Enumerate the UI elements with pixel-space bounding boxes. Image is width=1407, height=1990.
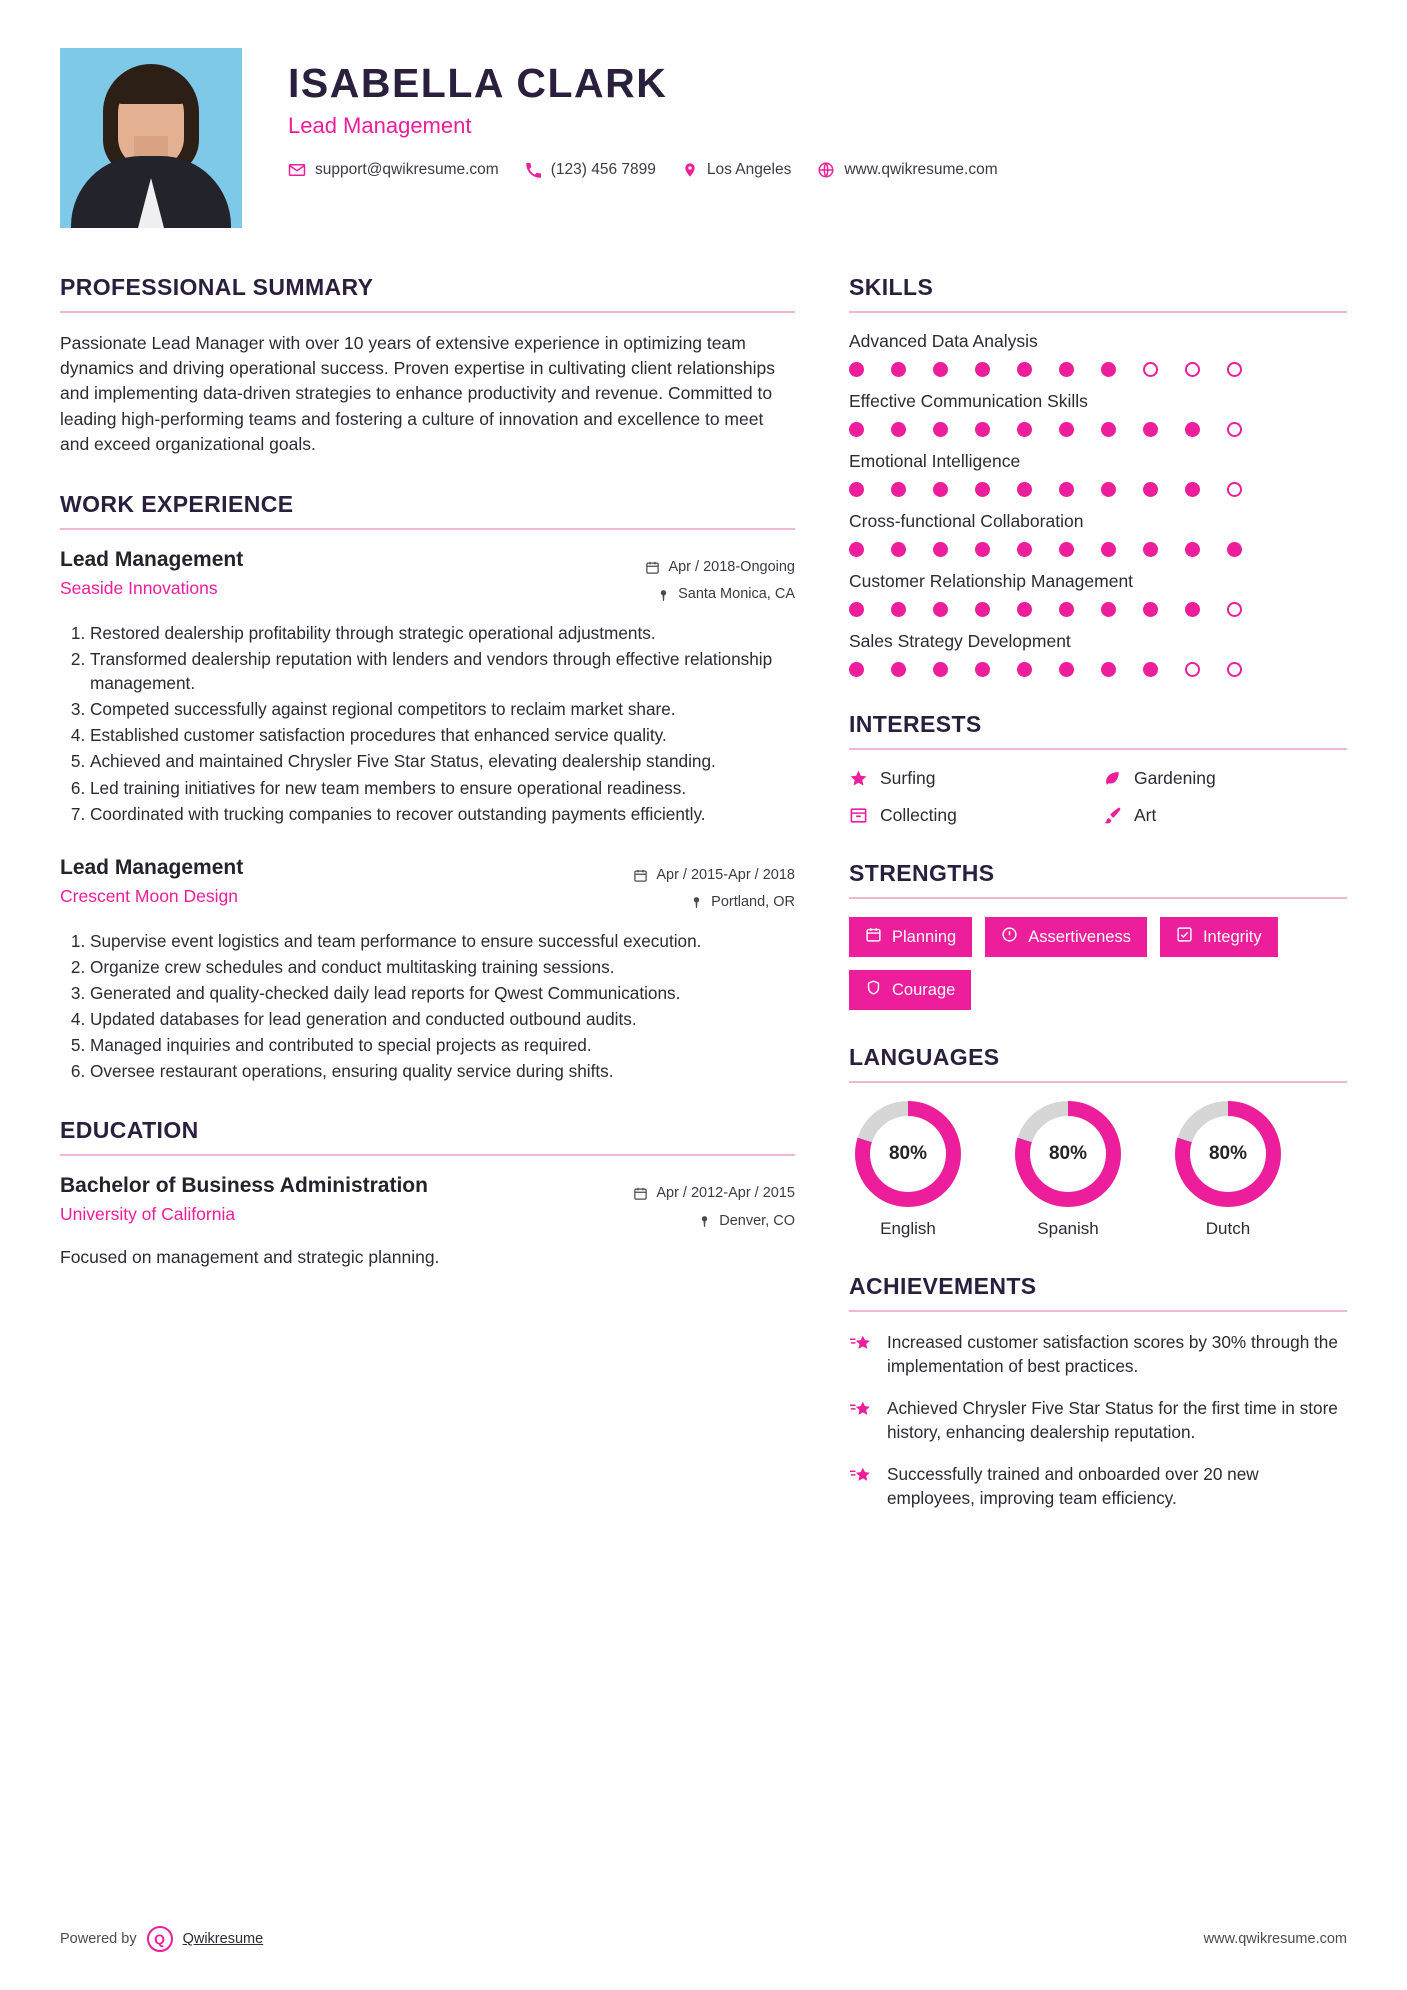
location-pin-icon bbox=[657, 588, 670, 603]
language-item bbox=[1169, 1101, 1287, 1239]
job-location: Portland, OR bbox=[711, 894, 795, 911]
interest-label: Art bbox=[1134, 805, 1157, 825]
leaf-icon bbox=[1103, 769, 1122, 788]
rating-dot-filled bbox=[1227, 542, 1242, 557]
education-location: Denver, CO bbox=[719, 1212, 795, 1229]
rating-dot-filled bbox=[1185, 482, 1200, 497]
work-entry bbox=[60, 856, 795, 1084]
divider bbox=[60, 528, 795, 530]
skill-name: Emotional Intelligence bbox=[849, 451, 1021, 471]
job-title: Lead Management bbox=[60, 855, 244, 879]
job-bullet: 2. Transformed dealership reputation with lenders and vendors through effective relationship management. bbox=[90, 647, 795, 695]
section-languages bbox=[849, 1044, 1347, 1239]
job-bullet: 6. Oversee restaurant operations, ensuring quality service during shifts. bbox=[90, 1059, 795, 1083]
job-bullet: 6. Led training initiatives for new team members to ensure operational readiness. bbox=[90, 776, 795, 800]
interest-item bbox=[849, 805, 1093, 826]
rating-dot-filled bbox=[1101, 662, 1116, 677]
rating-dot-filled bbox=[1017, 662, 1032, 677]
candidate-name: ISABELLA CLARK bbox=[288, 60, 668, 106]
rating-dot-filled bbox=[1143, 482, 1158, 497]
divider bbox=[849, 897, 1347, 899]
footer-website: www.qwikresume.com bbox=[1203, 1931, 1347, 1947]
degree-title: Bachelor of Business Administration bbox=[60, 1174, 428, 1198]
skill-rating bbox=[849, 542, 1347, 557]
job-bullet: 5. Managed inquiries and contributed to special projects as required. bbox=[90, 1033, 795, 1057]
rating-dot-filled bbox=[933, 542, 948, 557]
section-interests bbox=[849, 711, 1347, 826]
rating-dot-filled bbox=[849, 482, 864, 497]
rating-dot-filled bbox=[891, 602, 906, 617]
section-strengths bbox=[849, 860, 1347, 1010]
strength-chip-integrity bbox=[1160, 917, 1278, 957]
strength-chip-planning bbox=[849, 917, 972, 957]
rating-dot-empty bbox=[1185, 362, 1200, 377]
calendar-icon bbox=[645, 560, 660, 575]
job-bullet: 3. Generated and quality-checked daily lead reports for Qwest Communications. bbox=[90, 981, 795, 1005]
check-square-icon bbox=[1176, 926, 1193, 948]
interest-item bbox=[1103, 805, 1347, 826]
contact-email-text: support@qwikresume.com bbox=[315, 161, 499, 178]
skill-rating bbox=[849, 362, 1347, 377]
rating-dot-filled bbox=[849, 602, 864, 617]
star-badge-icon bbox=[849, 1396, 873, 1444]
section-skills bbox=[849, 274, 1347, 677]
contact-row bbox=[288, 161, 1347, 179]
job-location: Santa Monica, CA bbox=[678, 586, 795, 603]
rating-dot-filled bbox=[1059, 602, 1074, 617]
contact-website-text: www.qwikresume.com bbox=[844, 161, 998, 178]
rating-dot-filled bbox=[891, 362, 906, 377]
summary-text: Passionate Lead Manager with over 10 years of extensive experience in optimizing team dynamics and driving operational success. Proven expertise in cultivating client relationships and implementing data-driven strategies to enhance productivity and revenue. Committed to leading high-performing teams and fostering a culture of innovation and excellence to meet and exceed organizational goals. bbox=[60, 333, 775, 454]
resume-body bbox=[60, 274, 1347, 1544]
education-description: Focused on management and strategic planning. bbox=[60, 1247, 440, 1268]
rating-dot-filled bbox=[849, 422, 864, 437]
rating-dot-empty bbox=[1227, 362, 1242, 377]
rating-dot-filled bbox=[1059, 362, 1074, 377]
language-progress-ring bbox=[855, 1101, 961, 1207]
achievement-text: Increased customer satisfaction scores by 30% through the implementation of best practices. bbox=[887, 1332, 1338, 1377]
brand-block[interactable] bbox=[60, 1926, 263, 1952]
resume-header bbox=[60, 48, 1347, 238]
contact-location bbox=[682, 161, 791, 179]
job-dates-line bbox=[633, 862, 795, 890]
powered-by-label: Powered by bbox=[60, 1931, 137, 1947]
profile-photo bbox=[60, 48, 242, 228]
contact-phone-text: (123) 456 7899 bbox=[550, 161, 656, 178]
job-meta bbox=[633, 856, 795, 917]
interests-title: INTERESTS bbox=[849, 711, 982, 737]
strength-label: Planning bbox=[892, 927, 957, 946]
strength-label: Integrity bbox=[1202, 927, 1262, 946]
interest-item bbox=[849, 768, 1093, 789]
language-name: English bbox=[880, 1219, 936, 1238]
rating-dot-filled bbox=[975, 662, 990, 677]
contact-email[interactable] bbox=[288, 161, 499, 179]
achievement-text: Successfully trained and onboarded over 20 new employees, improving team efficiency. bbox=[887, 1464, 1259, 1509]
phone-icon bbox=[525, 162, 542, 179]
rating-dot-filled bbox=[1059, 662, 1074, 677]
rating-dot-filled bbox=[1143, 542, 1158, 557]
paintbrush-icon bbox=[1103, 806, 1122, 825]
strengths-title: STRENGTHS bbox=[849, 860, 995, 886]
job-bullet: 4. Established customer satisfaction procedures that enhanced service quality. bbox=[90, 723, 795, 747]
section-work-experience bbox=[60, 491, 795, 1083]
rating-dot-filled bbox=[891, 482, 906, 497]
skills-title: SKILLS bbox=[849, 274, 934, 300]
contact-phone[interactable] bbox=[525, 161, 656, 179]
rating-dot-filled bbox=[1101, 542, 1116, 557]
skill-rating bbox=[849, 602, 1347, 617]
languages-title: LANGUAGES bbox=[849, 1044, 1000, 1070]
star-badge-icon bbox=[849, 1330, 873, 1378]
star-icon bbox=[849, 769, 868, 788]
languages-list bbox=[849, 1101, 1347, 1239]
page-footer bbox=[60, 1926, 1347, 1952]
job-bullets bbox=[60, 929, 795, 1083]
rating-dot-filled bbox=[849, 542, 864, 557]
job-meta bbox=[645, 548, 795, 609]
rating-dot-filled bbox=[975, 482, 990, 497]
work-entry bbox=[60, 548, 795, 826]
language-item bbox=[849, 1101, 967, 1239]
language-percent: 80% bbox=[1190, 1116, 1266, 1192]
rating-dot-filled bbox=[1101, 362, 1116, 377]
location-pin-icon bbox=[698, 1214, 711, 1229]
education-location-line bbox=[633, 1208, 795, 1236]
job-bullet: 1. Restored dealership profitability through strategic operational adjustments. bbox=[90, 621, 795, 645]
job-location-line bbox=[633, 889, 795, 917]
rating-dot-filled bbox=[891, 422, 906, 437]
rating-dot-filled bbox=[1017, 602, 1032, 617]
interest-label: Surfing bbox=[880, 768, 936, 788]
candidate-role: Lead Management bbox=[288, 113, 472, 138]
language-percent: 80% bbox=[1030, 1116, 1106, 1192]
education-dates: Apr / 2012-Apr / 2015 bbox=[656, 1185, 795, 1202]
job-company: Seaside Innovations bbox=[60, 577, 218, 598]
divider bbox=[849, 1310, 1347, 1312]
job-bullet: 1. Supervise event logistics and team performance to ensure successful execution. bbox=[90, 929, 795, 953]
education-entry-header bbox=[60, 1174, 795, 1235]
rating-dot-empty bbox=[1185, 662, 1200, 677]
school-name: University of California bbox=[60, 1204, 236, 1225]
divider bbox=[849, 1081, 1347, 1083]
rating-dot-empty bbox=[1227, 602, 1242, 617]
location-pin-icon bbox=[682, 161, 698, 179]
skill-name: Sales Strategy Development bbox=[849, 631, 1071, 651]
strength-chip-assertiveness bbox=[985, 917, 1147, 957]
language-item bbox=[1009, 1101, 1127, 1239]
exclamation-circle-icon bbox=[1001, 926, 1018, 948]
rating-dot-filled bbox=[1101, 602, 1116, 617]
job-title: Lead Management bbox=[60, 547, 244, 571]
strength-label: Assertiveness bbox=[1028, 927, 1131, 946]
language-progress-ring bbox=[1015, 1101, 1121, 1207]
rating-dot-filled bbox=[891, 662, 906, 677]
work-entry-header bbox=[60, 548, 795, 609]
skill-name: Cross-functional Collaboration bbox=[849, 511, 1084, 531]
rating-dot-filled bbox=[1143, 602, 1158, 617]
section-summary bbox=[60, 274, 795, 457]
envelope-icon bbox=[288, 161, 306, 179]
rating-dot-filled bbox=[933, 662, 948, 677]
rating-dot-filled bbox=[1143, 422, 1158, 437]
job-bullet: 5. Achieved and maintained Chrysler Five Star Status, elevating dealership standing. bbox=[90, 749, 795, 773]
achievement-item bbox=[849, 1330, 1347, 1378]
rating-dot-empty bbox=[1227, 482, 1242, 497]
rating-dot-empty bbox=[1143, 362, 1158, 377]
achievement-item bbox=[849, 1462, 1347, 1510]
rating-dot-empty bbox=[1227, 422, 1242, 437]
divider bbox=[60, 1154, 795, 1156]
globe-icon bbox=[817, 161, 835, 179]
skill-name: Customer Relationship Management bbox=[849, 571, 1134, 591]
rating-dot-filled bbox=[1059, 542, 1074, 557]
right-column bbox=[849, 274, 1347, 1544]
job-bullet: 4. Updated databases for lead generation and conducted outbound audits. bbox=[90, 1007, 795, 1031]
rating-dot-filled bbox=[1017, 542, 1032, 557]
rating-dot-empty bbox=[1227, 662, 1242, 677]
job-dates: Apr / 2015-Apr / 2018 bbox=[656, 866, 795, 883]
summary-title: PROFESSIONAL SUMMARY bbox=[60, 274, 374, 300]
rating-dot-filled bbox=[849, 662, 864, 677]
skill-name: Effective Communication Skills bbox=[849, 391, 1088, 411]
rating-dot-filled bbox=[1017, 362, 1032, 377]
job-bullets bbox=[60, 621, 795, 826]
achievement-text: Achieved Chrysler Five Star Status for the first time in store history, enhancing dealership reputation. bbox=[887, 1398, 1338, 1443]
rating-dot-filled bbox=[1143, 662, 1158, 677]
interest-label: Collecting bbox=[880, 805, 957, 825]
rating-dot-filled bbox=[849, 362, 864, 377]
achievements-title: ACHIEVEMENTS bbox=[849, 1273, 1037, 1299]
education-dates-line bbox=[633, 1180, 795, 1208]
skill-rating bbox=[849, 422, 1347, 437]
rating-dot-filled bbox=[1185, 542, 1200, 557]
education-title: EDUCATION bbox=[60, 1117, 199, 1144]
interest-item bbox=[1103, 768, 1347, 789]
location-pin-icon bbox=[690, 895, 703, 910]
work-entry-header bbox=[60, 856, 795, 917]
job-company: Crescent Moon Design bbox=[60, 885, 238, 906]
language-name: Spanish bbox=[1037, 1219, 1099, 1238]
achievement-item bbox=[849, 1396, 1347, 1444]
rating-dot-filled bbox=[933, 602, 948, 617]
skills-list bbox=[849, 331, 1347, 677]
rating-dot-filled bbox=[933, 482, 948, 497]
header-text-block bbox=[288, 48, 1347, 179]
rating-dot-filled bbox=[1185, 422, 1200, 437]
job-bullet: 2. Organize crew schedules and conduct multitasking training sessions. bbox=[90, 955, 795, 979]
contact-location-text: Los Angeles bbox=[706, 161, 792, 178]
calendar-icon bbox=[633, 868, 648, 883]
strength-chip-courage bbox=[849, 970, 971, 1010]
divider bbox=[849, 311, 1347, 313]
shield-icon bbox=[865, 979, 882, 1001]
rating-dot-filled bbox=[933, 362, 948, 377]
rating-dot-filled bbox=[1101, 422, 1116, 437]
interests-grid bbox=[849, 768, 1347, 826]
job-dates-line bbox=[645, 554, 795, 582]
divider bbox=[849, 748, 1347, 750]
language-name: Dutch bbox=[1205, 1219, 1251, 1238]
left-column bbox=[60, 274, 795, 1544]
strength-label: Courage bbox=[892, 980, 956, 999]
rating-dot-filled bbox=[1185, 602, 1200, 617]
work-title: WORK EXPERIENCE bbox=[60, 490, 294, 517]
photo-hair-front bbox=[114, 74, 188, 104]
skill-rating bbox=[849, 482, 1347, 497]
interest-label: Gardening bbox=[1134, 768, 1216, 788]
rating-dot-filled bbox=[975, 602, 990, 617]
rating-dot-filled bbox=[1017, 482, 1032, 497]
skill-name: Advanced Data Analysis bbox=[849, 331, 1038, 351]
rating-dot-filled bbox=[891, 542, 906, 557]
brand-name: Qwikresume bbox=[182, 1931, 264, 1947]
qwikresume-logo-icon: Q bbox=[147, 1926, 173, 1952]
archive-box-icon bbox=[849, 806, 868, 825]
contact-website[interactable] bbox=[817, 161, 997, 179]
rating-dot-filled bbox=[975, 542, 990, 557]
language-progress-ring bbox=[1175, 1101, 1281, 1207]
education-entry bbox=[60, 1174, 795, 1268]
language-percent: 80% bbox=[870, 1116, 946, 1192]
job-location-line bbox=[645, 581, 795, 609]
star-badge-icon bbox=[849, 1462, 873, 1510]
strengths-list bbox=[849, 917, 1347, 1010]
education-meta bbox=[633, 1174, 795, 1235]
rating-dot-filled bbox=[933, 422, 948, 437]
rating-dot-filled bbox=[1017, 422, 1032, 437]
rating-dot-filled bbox=[1101, 482, 1116, 497]
job-bullet: 3. Competed successfully against regional competitors to reclaim market share. bbox=[90, 697, 795, 721]
rating-dot-filled bbox=[975, 362, 990, 377]
skill-rating bbox=[849, 662, 1347, 677]
calendar-icon bbox=[633, 1186, 648, 1201]
job-dates: Apr / 2018-Ongoing bbox=[668, 558, 795, 575]
calendar-icon bbox=[865, 926, 882, 948]
job-bullet: 7. Coordinated with trucking companies to recover outstanding payments efficiently. bbox=[90, 802, 795, 826]
rating-dot-filled bbox=[1059, 482, 1074, 497]
section-achievements bbox=[849, 1273, 1347, 1510]
rating-dot-filled bbox=[1059, 422, 1074, 437]
divider bbox=[60, 311, 795, 313]
section-education bbox=[60, 1117, 795, 1268]
rating-dot-filled bbox=[975, 422, 990, 437]
